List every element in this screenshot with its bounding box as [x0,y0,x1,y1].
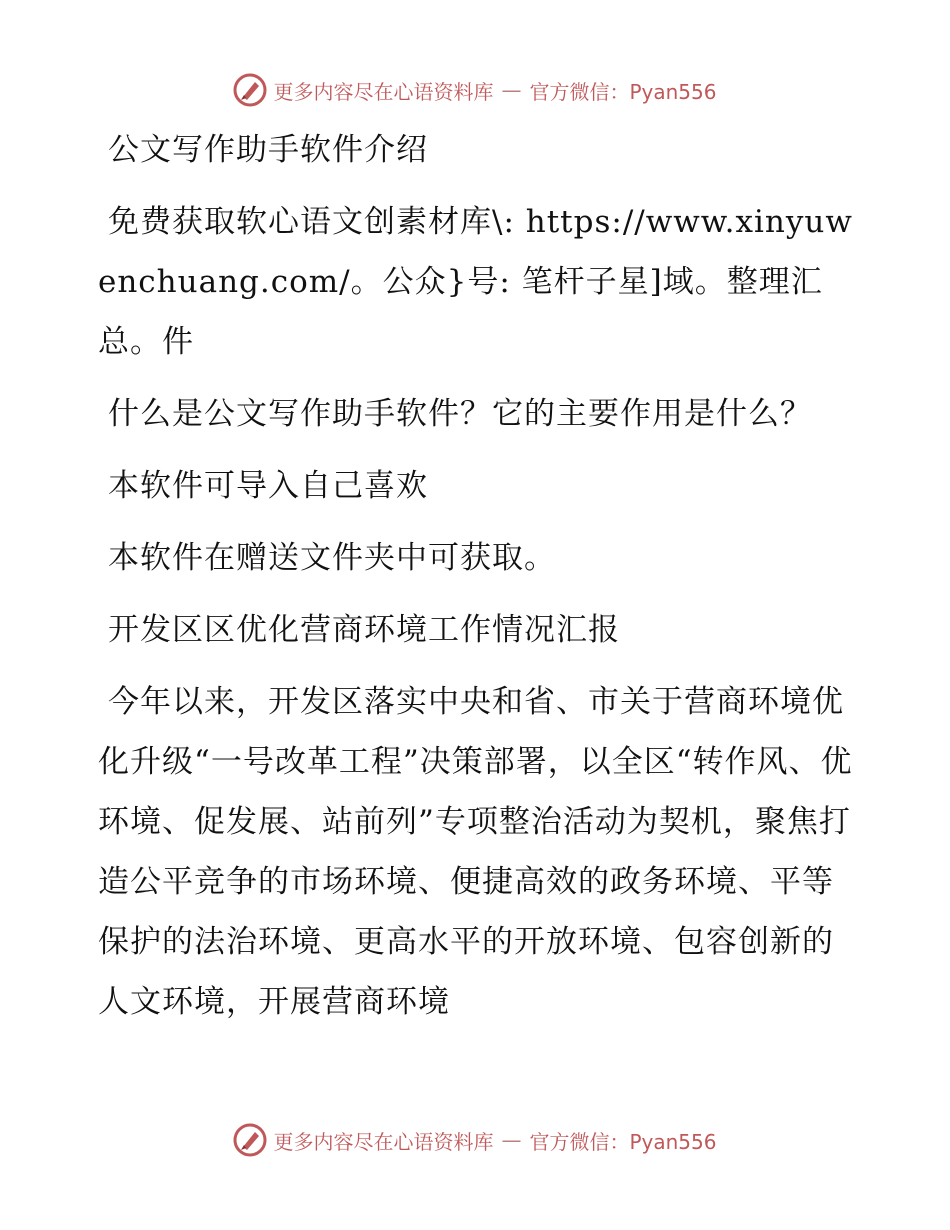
doc-paragraph-import: 本软件可导入自己喜欢 [108,468,428,504]
header-watermark-banner [0,70,950,110]
doc-paragraph-obtain: 本软件在赠送文件夹中可获取。 [108,540,556,576]
banner-site-text: 更多内容尽在心语资料库 [273,1129,494,1154]
doc-paragraph-report-body: 今年以来，开发区落实中央和省、市关于营商环境优化升级“一号改革工程”决策部署，以全区“转作风、优环境、促发展、站前列”专项整治活动为契机，聚焦打造公平竞争的市场环境、便捷高效的政务环境、平等保护的法治环境、更高水平的开放环境、包容创新的人文环境，开展营商环境 [98,684,853,1020]
doc-paragraph-source: 免费获取软心语文创素材库\: https://www.xinyuwenchuang.com/。公众}号: 笔杆子星]域。整理汇总。件 [98,204,853,360]
doc-heading-software-intro: 公文写作助手软件介绍 [108,132,428,168]
doc-heading-report: 开发区区优化营商环境工作情况汇报 [108,612,620,648]
pen-nib-logo-icon [233,73,267,107]
banner-site-text: 更多内容尽在心语资料库 [273,79,494,104]
banner-dash: — [501,78,522,102]
banner-wechat-text: 官方微信：Pyan556 [529,79,717,104]
banner-wechat-text: 官方微信：Pyan556 [529,1129,717,1154]
document-body [98,120,858,1044]
doc-paragraph-question: 什么是公文写作助手软件？它的主要作用是什么？ [108,396,812,432]
pen-nib-logo-icon [233,1123,267,1157]
footer-watermark-banner [0,1120,950,1160]
banner-dash: — [501,1128,522,1152]
